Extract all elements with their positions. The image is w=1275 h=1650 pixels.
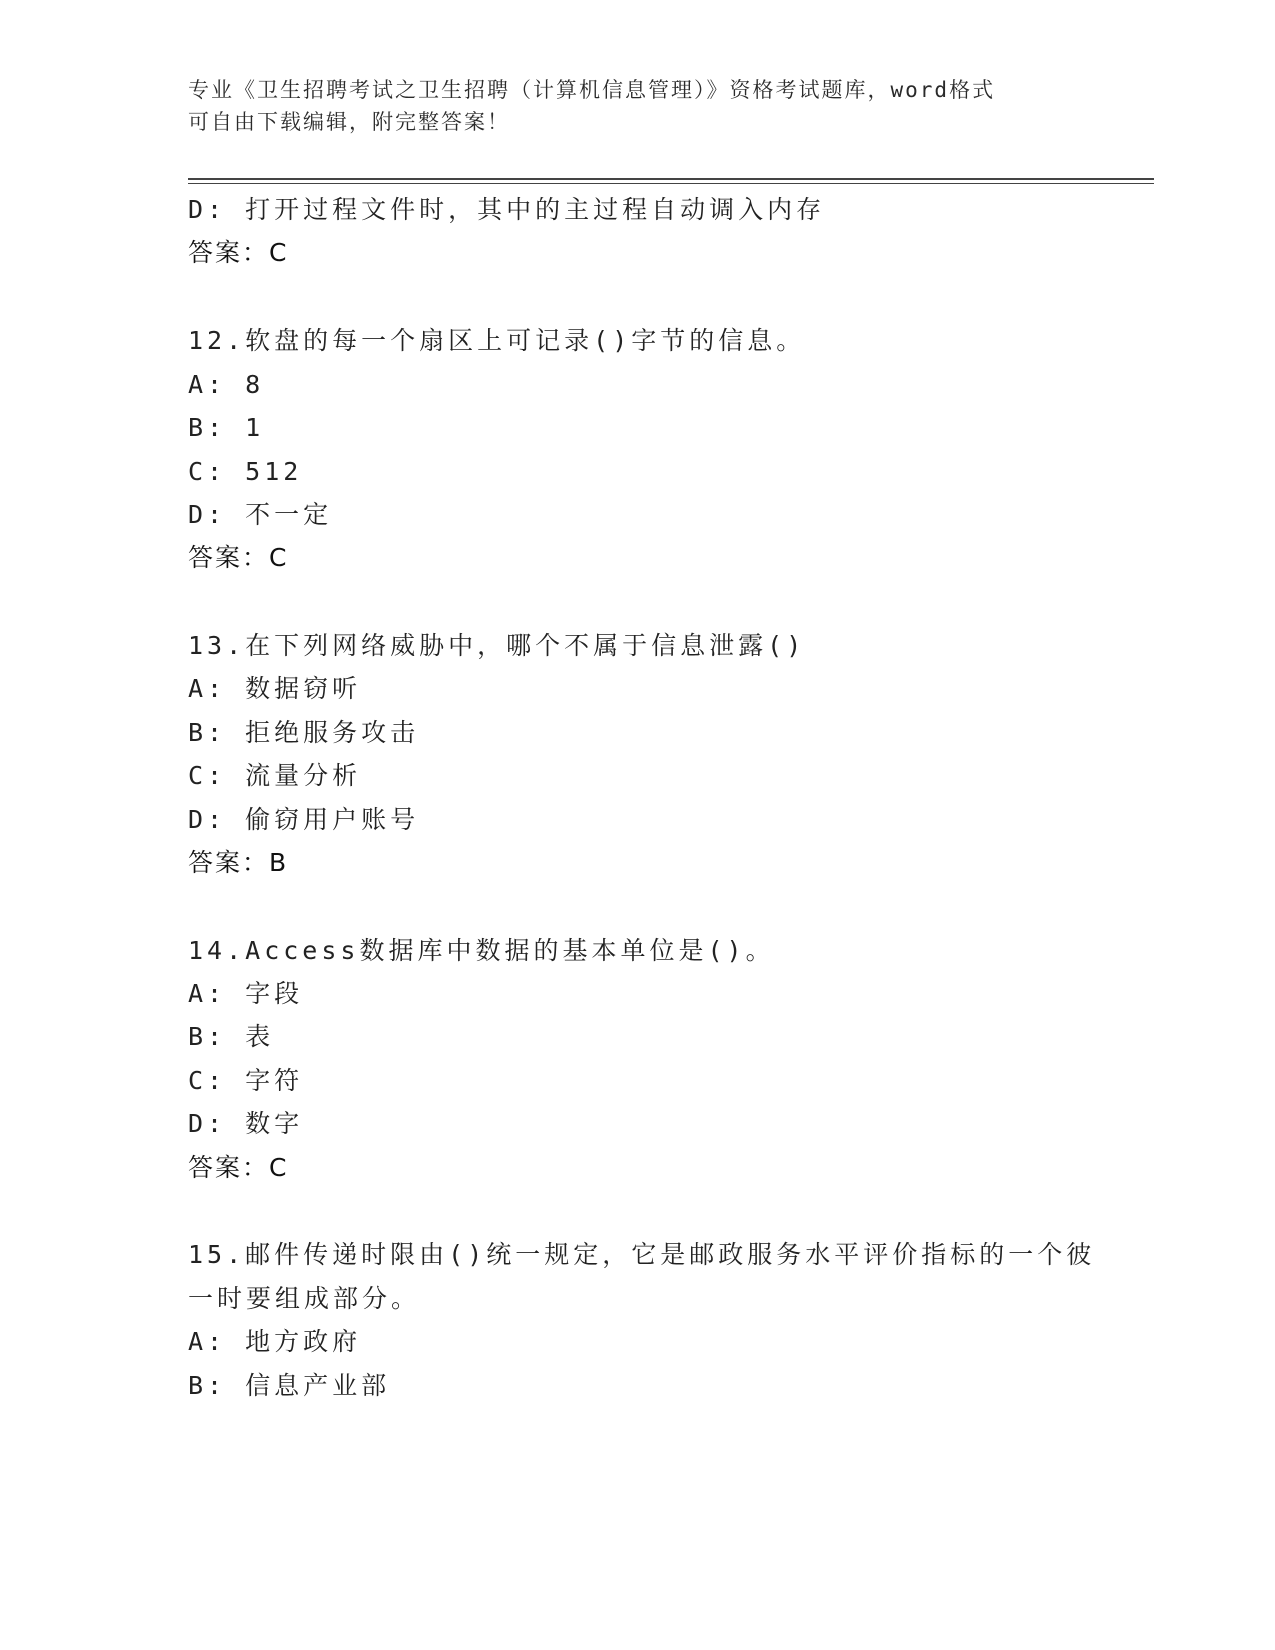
q12-answer: 答案：C bbox=[188, 543, 289, 572]
q12-option-c: C: 512 bbox=[188, 457, 303, 486]
q11-answer: 答案：C bbox=[188, 238, 289, 267]
q12-option-a: A: 8 bbox=[188, 370, 265, 399]
q14-option-c: C: 字符 bbox=[188, 1066, 304, 1095]
header-line-2: 可自由下载编辑，附完整答案！ bbox=[188, 110, 510, 134]
document-header bbox=[188, 74, 1088, 138]
q13-option-b: B: 拒绝服务攻击 bbox=[188, 718, 420, 747]
q12-option-d: D: 不一定 bbox=[188, 500, 333, 529]
header-line-1: 专业《卫生招聘考试之卫生招聘（计算机信息管理）》资格考试题库，word格式 bbox=[188, 78, 996, 102]
q14-answer: 答案：C bbox=[188, 1153, 289, 1182]
q13-stem: 13.在下列网络威胁中，哪个不属于信息泄露() bbox=[188, 631, 806, 660]
q14-stem: 14.Access数据库中数据的基本单位是()。 bbox=[188, 936, 775, 965]
q15-stem-line-1: 15.邮件传递时限由()统一规定，它是邮政服务水平评价指标的一个彼 bbox=[188, 1240, 1096, 1269]
q13-option-c: C: 流量分析 bbox=[188, 761, 362, 790]
q14-option-d: D: 数字 bbox=[188, 1109, 304, 1138]
q14-option-a: A: 字段 bbox=[188, 979, 304, 1008]
q13-option-a: A: 数据窃听 bbox=[188, 674, 362, 703]
q13-answer: 答案：B bbox=[188, 848, 289, 877]
q15-option-b: B: 信息产业部 bbox=[188, 1371, 391, 1400]
q14-option-b: B: 表 bbox=[188, 1022, 275, 1051]
header-divider-thin bbox=[188, 183, 1154, 184]
q15-stem-line-2: 一时要组成部分。 bbox=[188, 1284, 421, 1313]
q13-option-d: D: 偷窃用户账号 bbox=[188, 805, 420, 834]
q12-stem: 12.软盘的每一个扇区上可记录()字节的信息。 bbox=[188, 326, 806, 355]
header-divider-thick bbox=[188, 178, 1154, 180]
q15-option-a: A: 地方政府 bbox=[188, 1327, 362, 1356]
q12-option-b: B: 1 bbox=[188, 413, 265, 442]
q11-option-d: D: 打开过程文件时，其中的主过程自动调入内存 bbox=[188, 195, 826, 224]
